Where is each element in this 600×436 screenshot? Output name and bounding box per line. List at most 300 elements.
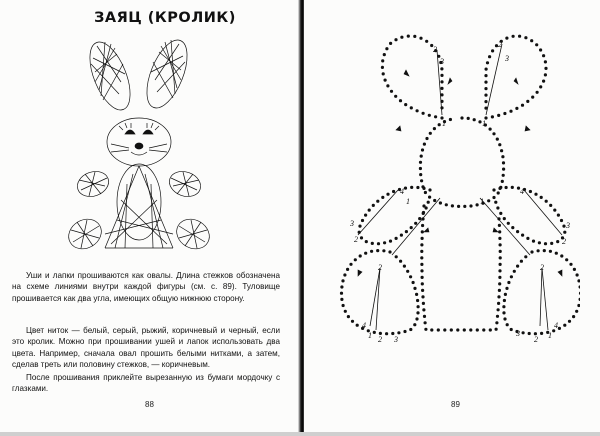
label-2: 2 <box>534 335 538 344</box>
stitch-hole <box>404 187 407 190</box>
stitch-hole <box>544 242 547 245</box>
stitch-hole <box>568 320 571 323</box>
stitch-hole <box>390 90 393 93</box>
stitch-hole <box>496 206 499 209</box>
stitch-hole <box>416 186 419 189</box>
label-3: 3 <box>350 219 354 228</box>
stitch-hole <box>376 249 379 252</box>
right-lower-paw <box>171 213 214 254</box>
label-1: 1 <box>482 119 486 128</box>
stitch-hole <box>494 201 497 204</box>
stitch-hole <box>395 255 398 258</box>
stitch-hole <box>531 96 534 99</box>
stitch-hole <box>413 287 416 290</box>
stitch-hole <box>498 187 501 190</box>
stitch-hole <box>575 310 578 313</box>
stitch-hole <box>509 110 512 113</box>
rabbit-head <box>107 118 171 166</box>
stitch-hole <box>476 328 479 331</box>
paragraph-colors <box>12 325 280 371</box>
right-ear-oval <box>139 35 196 114</box>
label-3: 3 <box>440 57 444 66</box>
stitch-hole <box>421 295 424 298</box>
stitch-hole <box>403 265 406 268</box>
stitch-hole <box>545 200 548 203</box>
stitch-hole <box>419 161 422 164</box>
stitch-hole <box>410 186 413 189</box>
stitch-hole <box>497 295 500 298</box>
stitch-hole <box>349 263 352 266</box>
stitch-hole <box>365 240 368 243</box>
stitch-hole <box>342 304 345 307</box>
stitch-hole <box>473 118 476 121</box>
stitch-hole <box>476 203 479 206</box>
stitch-hole <box>544 67 547 70</box>
stitch-hole <box>417 305 420 308</box>
stitch-hole <box>351 320 354 323</box>
stitch-hole <box>542 54 545 57</box>
right-upper-paw <box>166 167 204 200</box>
stitch-hole <box>439 201 442 204</box>
stitch-hole <box>424 321 427 324</box>
stitch-hole <box>394 38 397 41</box>
stitch-hole <box>498 237 501 240</box>
paragraph-text: Уши и лапки прошиваются как овалы. Длина стежков обозначена на схеме линиями внутри каждой фигуры (см. с. 89). Туловище прошивается как два угла, имеющих общую нижнюю сторону. <box>12 271 280 303</box>
stitch-hole <box>397 331 400 334</box>
stitch-hole <box>415 293 418 296</box>
stitch-hole <box>538 241 541 244</box>
stitch-hole <box>422 211 425 214</box>
stitch-hole <box>421 282 424 285</box>
label-4: 4 <box>520 187 524 196</box>
label-1: 1 <box>442 119 446 128</box>
stitch-hole <box>563 231 566 234</box>
stitch-hole <box>498 282 501 285</box>
stitch-hole <box>410 106 413 109</box>
stitch-hole <box>500 149 503 152</box>
stitch-hole <box>416 109 419 112</box>
stitch-hole <box>492 188 495 191</box>
stitch-hole <box>457 205 460 208</box>
stitch-hole <box>558 327 561 330</box>
stitch-hole <box>488 55 491 58</box>
stitch-hole <box>555 252 558 255</box>
stitch-hole <box>437 328 440 331</box>
stitch-hole <box>420 243 423 246</box>
label-2: 2 <box>433 45 437 54</box>
stitch-hole <box>543 249 546 252</box>
label-3: 3 <box>394 335 398 344</box>
stitch-hole <box>463 328 466 331</box>
stitch-hole <box>492 196 495 199</box>
stitch-hole <box>400 234 403 237</box>
stitch-hole <box>429 132 432 135</box>
stitch-hole <box>346 268 349 271</box>
stitch-hole <box>421 148 424 151</box>
stitch-hole <box>486 61 489 64</box>
paragraph-text: Цвет ниток — белый, серый, рыжий, коричневый и черный, если это кролик. Можно при прошивании ушей и лапок использовать два цвета. Например, сначала овал прошить белыми нитками, а затем, сделав треть или половину стежков, — коричневым. <box>12 326 280 370</box>
stitch-hole <box>394 95 397 98</box>
stitch-hole <box>549 250 552 253</box>
stitch-hole <box>386 193 389 196</box>
stitch-hole <box>489 128 492 131</box>
stitch-hole <box>440 67 443 70</box>
stitch-hole <box>433 199 436 202</box>
stitch-hole <box>497 114 500 117</box>
stitch-hole <box>497 191 500 194</box>
stitch-hole <box>535 43 538 46</box>
stitch-hole <box>549 204 552 207</box>
stitch-hole <box>484 94 487 97</box>
paragraph-finish <box>12 372 280 395</box>
stitch-hole <box>370 250 373 253</box>
stitch-hole <box>343 273 346 276</box>
stitch-hole <box>526 100 529 103</box>
stitch-hole <box>409 275 412 278</box>
stitch-hole <box>347 315 350 318</box>
stitch-hole <box>521 104 524 107</box>
stitch-hole <box>440 87 443 90</box>
stitch-hole <box>440 74 443 77</box>
stitch-hole <box>364 252 367 255</box>
stitch-hole <box>395 237 398 240</box>
stitch-hole <box>409 328 412 331</box>
stitch-hole <box>573 268 576 271</box>
label-2: 2 <box>562 237 566 246</box>
stitch-hole <box>413 323 416 326</box>
stitch-hole <box>524 255 527 258</box>
rabbit-body <box>105 164 173 248</box>
stitch-hole <box>503 217 506 220</box>
stitch-hole <box>381 196 384 199</box>
stitch-hole <box>389 240 392 243</box>
stitch-hole <box>388 250 391 253</box>
stitch-hole <box>359 254 362 257</box>
stitch-hole <box>424 191 427 194</box>
label-1: 1 <box>368 331 372 340</box>
stitch-hole <box>420 269 423 272</box>
stitch-hole <box>560 219 563 222</box>
stitch-hole <box>489 328 492 331</box>
stitch-hole <box>510 328 513 331</box>
label-1: 1 <box>406 197 410 206</box>
stitch-hole <box>419 37 422 40</box>
stitch-hole <box>521 234 524 237</box>
stitch-hole <box>536 91 539 94</box>
stitch-hole <box>440 80 443 83</box>
stitch-hole <box>420 179 423 182</box>
stitch-hole <box>420 263 423 266</box>
stitch-hole <box>550 242 553 245</box>
stitch-hole <box>425 40 428 43</box>
stitch-hole <box>373 331 376 334</box>
stitch-hole <box>451 204 454 207</box>
stitch-hole <box>544 60 547 63</box>
stitch-hole <box>434 115 437 118</box>
stitch-hole <box>420 250 423 253</box>
stitch-hole <box>361 219 364 222</box>
stitch-number-labels <box>349 40 570 344</box>
stitch-hole <box>520 260 523 263</box>
stitch-hole <box>385 47 388 50</box>
stitch-hole <box>377 242 380 245</box>
stitch-hole <box>515 107 518 110</box>
stitch-hole <box>440 106 443 109</box>
stitch-hole <box>497 302 500 305</box>
stitch-hole <box>421 230 424 233</box>
stitch-hole <box>579 285 581 288</box>
left-lower-paw <box>63 213 106 254</box>
stitch-hole <box>484 100 487 103</box>
stitch-hole <box>360 236 363 239</box>
stitch-hole <box>529 190 532 193</box>
stitch-hole <box>433 127 436 130</box>
stitch-hole <box>385 332 388 335</box>
stitch-hole <box>540 332 543 335</box>
stitch-hole <box>539 48 542 51</box>
stitch-hole <box>491 49 494 52</box>
stitch-hole <box>492 132 495 135</box>
stitch-hole <box>383 241 386 244</box>
stitch-hole <box>376 200 379 203</box>
stitch-hole <box>469 328 472 331</box>
stitch-hole <box>495 321 498 324</box>
stitch-hole <box>532 240 535 243</box>
stitch-hole <box>384 79 387 82</box>
stitch-hole <box>498 276 501 279</box>
stitch-hole <box>502 174 505 177</box>
stitch-hole <box>415 317 418 320</box>
stitch-hole <box>485 68 488 71</box>
stitch-hole <box>502 161 505 164</box>
stitch-hole <box>403 330 406 333</box>
stitch-hole <box>422 308 425 311</box>
stitch-hole <box>498 289 501 292</box>
stitch-hole <box>498 269 501 272</box>
stitch-hole <box>382 249 385 252</box>
stitch-hole <box>505 287 508 290</box>
stitch-hole <box>576 273 579 276</box>
stitch-hole <box>507 222 510 225</box>
stitch-hole <box>463 205 466 208</box>
stitch-hole <box>553 209 556 212</box>
stitch-hole <box>513 270 516 273</box>
stitch-hole <box>372 204 375 207</box>
stitch-hole <box>484 81 487 84</box>
stitch-hole <box>428 188 431 191</box>
stitch-hole <box>487 199 490 202</box>
label-2: 2 <box>378 335 382 344</box>
stitch-hole <box>428 196 431 199</box>
stitch-hole <box>498 230 501 233</box>
left-upper-paw <box>74 167 112 200</box>
stitch-hole <box>381 59 384 62</box>
label-3: 3 <box>516 329 520 338</box>
stitch-hole <box>422 187 425 190</box>
stitch-hole <box>469 204 472 207</box>
stitch-hole <box>504 293 507 296</box>
stitch-hole <box>418 217 421 220</box>
stitch-hole <box>445 203 448 206</box>
stitch-hole <box>399 99 402 102</box>
stitch-hole <box>491 115 494 118</box>
stitch-hole <box>420 256 423 259</box>
stitch-hole <box>344 310 347 313</box>
page-number-left: 88 <box>145 400 154 409</box>
stitch-hole <box>424 328 427 331</box>
stitch-hole <box>399 260 402 263</box>
stitch-hole <box>537 249 540 252</box>
stitch-hole <box>540 196 543 199</box>
stitch-hole <box>381 66 384 69</box>
stitch-hole <box>505 37 508 40</box>
stitch-hole <box>505 186 508 189</box>
stitch-hole <box>502 311 505 314</box>
stitch-hole <box>420 155 423 158</box>
stitch-hole <box>503 112 506 115</box>
label-2: 2 <box>498 40 502 49</box>
stitch-hole <box>507 281 510 284</box>
stitch-hole <box>443 328 446 331</box>
stitch-hole <box>421 237 424 240</box>
stitch-hole <box>502 305 505 308</box>
paragraph-ovals <box>12 270 280 304</box>
label-3: 3 <box>566 221 570 230</box>
stitch-hole <box>557 214 560 217</box>
stitch-hole <box>423 315 426 318</box>
stitch-hole <box>354 258 357 261</box>
stitch-hole <box>518 35 521 38</box>
stitch-hole <box>572 315 575 318</box>
rabbit-string-art-illustration <box>55 34 245 264</box>
stitch-hole <box>383 53 386 56</box>
stitch-hole <box>389 42 392 45</box>
stitch-hole <box>412 281 415 284</box>
stitch-hole <box>422 302 425 305</box>
stitch-hole <box>423 143 426 146</box>
stitch-hole <box>404 103 407 106</box>
label-4: 4 <box>554 321 558 330</box>
stitch-hole <box>501 155 504 158</box>
stitch-hole <box>565 258 568 261</box>
stitch-hole <box>526 237 529 240</box>
stitch-hole <box>499 263 502 266</box>
stitch-hole <box>560 254 563 257</box>
stitch-hole <box>482 328 485 331</box>
stitch-hole <box>534 193 537 196</box>
stitch-hole <box>340 285 343 288</box>
stitch-hole <box>356 324 359 327</box>
stitch-hole <box>499 256 502 259</box>
stitch-hole <box>503 299 506 302</box>
stitch-hole <box>522 331 525 334</box>
stitch-hole <box>506 323 509 326</box>
stitch-hole <box>512 35 515 38</box>
stitch-hole <box>503 317 506 320</box>
label-3: 3 <box>505 54 509 63</box>
stitch-hole <box>496 315 499 318</box>
stitch-hole <box>495 328 498 331</box>
stitch-hole <box>386 84 389 87</box>
stitch-hole <box>340 298 343 301</box>
stitch-hole <box>416 311 419 314</box>
stitch-hole <box>400 36 403 39</box>
stitch-hole <box>414 222 417 225</box>
stitch-hole <box>528 332 531 335</box>
stitch-hole <box>563 324 566 327</box>
stitch-hole <box>449 118 452 121</box>
stitch-hole <box>364 214 367 217</box>
stitch-hole <box>467 117 470 120</box>
stitch-hole <box>427 201 430 204</box>
stitch-hole <box>516 230 519 233</box>
stitch-hole <box>421 276 424 279</box>
stitch-hole <box>456 328 459 331</box>
stitch-hole <box>544 73 547 76</box>
stitch-hole <box>484 87 487 90</box>
left-ear-oval <box>82 37 139 116</box>
stitch-hole <box>438 123 441 126</box>
stitch-hole <box>392 190 395 193</box>
stitch-hole <box>407 35 410 38</box>
stitch-hole <box>511 186 514 189</box>
stitch-hole <box>539 85 542 88</box>
stitch-hole <box>497 308 500 311</box>
label-2: 2 <box>378 263 382 272</box>
stitch-hole <box>416 299 419 302</box>
stitch-hole <box>579 292 580 295</box>
label-4: 4 <box>362 321 366 330</box>
stitch-hole <box>499 243 502 246</box>
stitch-hole <box>498 224 501 227</box>
stitch-hole <box>484 74 487 77</box>
stitch-hole <box>501 180 504 183</box>
stitch-hole <box>430 328 433 331</box>
stitch-hole <box>511 226 514 229</box>
stitch-hole <box>510 275 513 278</box>
direction-arrows <box>358 70 562 276</box>
stitch-hole <box>524 36 527 39</box>
page-bottom-edge <box>0 432 600 436</box>
stitch-hole <box>579 298 581 301</box>
stitch-hole <box>516 265 519 268</box>
label-1: 1 <box>480 197 484 206</box>
stitch-hole <box>410 226 413 229</box>
stitch-hole <box>530 39 533 42</box>
stitch-hole <box>421 224 424 227</box>
stitch-hole <box>498 143 501 146</box>
label-2: 2 <box>354 235 358 244</box>
stitch-hole <box>577 304 580 307</box>
label-1: 1 <box>548 331 552 340</box>
stitch-hole <box>419 173 422 176</box>
rabbit-stitch-scheme <box>330 30 580 355</box>
stitch-hole <box>368 209 371 212</box>
stitch-hole <box>422 204 425 207</box>
stitch-hole <box>419 167 422 170</box>
stitch-hole <box>413 35 416 38</box>
stitch-hole <box>406 270 409 273</box>
stitch-hole <box>450 328 453 331</box>
label-2: 2 <box>540 263 544 272</box>
stitch-hole <box>382 72 385 75</box>
stitch-hole <box>425 137 428 140</box>
stitch-hole <box>422 112 425 115</box>
stitch-hole <box>428 114 431 117</box>
stitch-hole <box>499 212 502 215</box>
stitch-hole <box>556 240 559 243</box>
stitch-hole <box>530 250 533 253</box>
